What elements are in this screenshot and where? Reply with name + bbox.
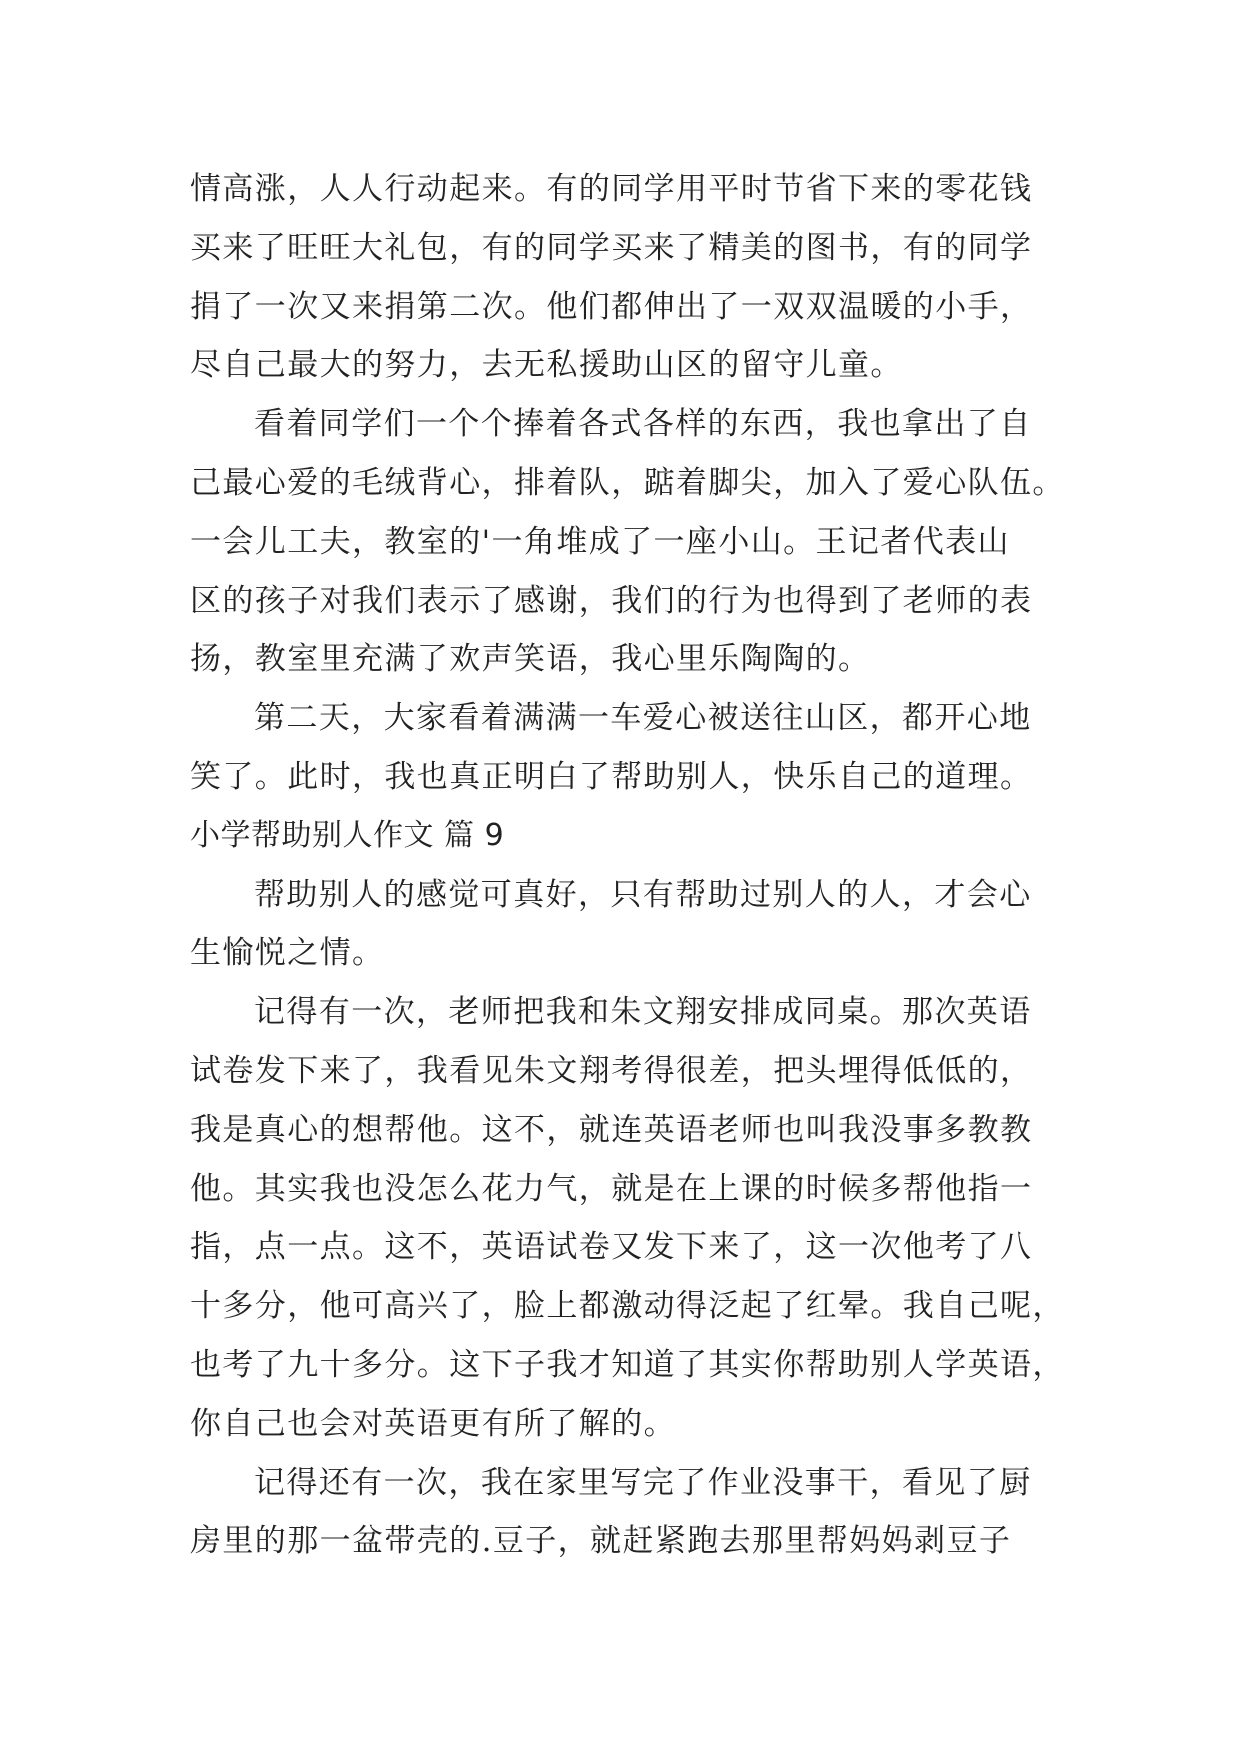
text-line: 生愉悦之情。	[190, 935, 385, 972]
text-line: 笑了。此时，我也真正明白了帮助别人，快乐自己的道理。	[190, 758, 1033, 795]
text-line: 也考了九十多分。这下子我才知道了其实你帮助别人学英语，	[190, 1346, 1065, 1383]
text-line: 帮助别人的感觉可真好，只有帮助过别人的人，才会心	[254, 876, 1032, 913]
text-line: 看着同学们一个个捧着各式各样的东西，我也拿出了自	[254, 406, 1032, 443]
text-line: 我是真心的想帮他。这不，就连英语老师也叫我没事多教教	[190, 1111, 1033, 1148]
text-line: 己最心爱的毛绒背心，排着队，踮着脚尖，加入了爱心队伍。	[190, 464, 1065, 501]
text-line: 记得有一次，老师把我和朱文翔安排成同桌。那次英语	[254, 994, 1032, 1031]
paragraph-vest-donation	[190, 395, 1065, 689]
text-line: 一会儿工夫，教室的'一角堆成了一座小山。王记者代表山	[190, 523, 1010, 560]
document-body	[190, 160, 1065, 1571]
text-line: 尽自己最大的努力，去无私援助山区的留守儿童。	[190, 347, 903, 384]
text-line: 十多分，他可高兴了，脸上都激动得泛起了红晕。我自己呢，	[190, 1288, 1065, 1325]
text-line: 扬，教室里充满了欢声笑语，我心里乐陶陶的。	[190, 641, 871, 678]
essay-title: 小学帮助别人作文 篇 9	[190, 817, 505, 853]
text-line: 他。其实我也没怎么花力气，就是在上课的时候多帮他指一	[190, 1170, 1033, 1207]
text-line: 你自己也会对英语更有所了解的。	[190, 1405, 676, 1442]
text-line: 区的孩子对我们表示了感谢，我们的行为也得到了老师的表	[190, 582, 1033, 619]
text-line: 房里的那一盆带壳的.豆子，就赶紧跑去那里帮妈妈剥豆子	[190, 1523, 1012, 1560]
essay-heading	[190, 807, 1060, 866]
text-line: 情高涨，人人行动起来。有的同学用平时节省下来的零花钱	[190, 171, 1033, 207]
paragraph-english-help	[190, 983, 1065, 1453]
text-line: 捐了一次又来捐第二次。他们都伸出了一双双温暖的小手，	[190, 288, 1033, 325]
text-line: 指，点一点。这不，英语试卷又发下来了，这一次他考了八	[190, 1229, 1033, 1266]
paragraph-next-day	[190, 689, 1060, 807]
text-line: 记得还有一次，我在家里写完了作业没事干，看见了厨	[254, 1464, 1032, 1501]
text-line: 试卷发下来了，我看见朱文翔考得很差，把头埋得低低的，	[190, 1052, 1033, 1089]
paragraph-bean-peeling	[190, 1454, 1060, 1572]
paragraph-helping-feels-good	[190, 866, 1060, 984]
paragraph-donation-continued	[190, 160, 1060, 395]
text-line: 第二天，大家看着满满一车爱心被送往山区，都开心地	[254, 700, 1032, 737]
text-line: 买来了旺旺大礼包，有的同学买来了精美的图书，有的同学	[190, 229, 1033, 266]
